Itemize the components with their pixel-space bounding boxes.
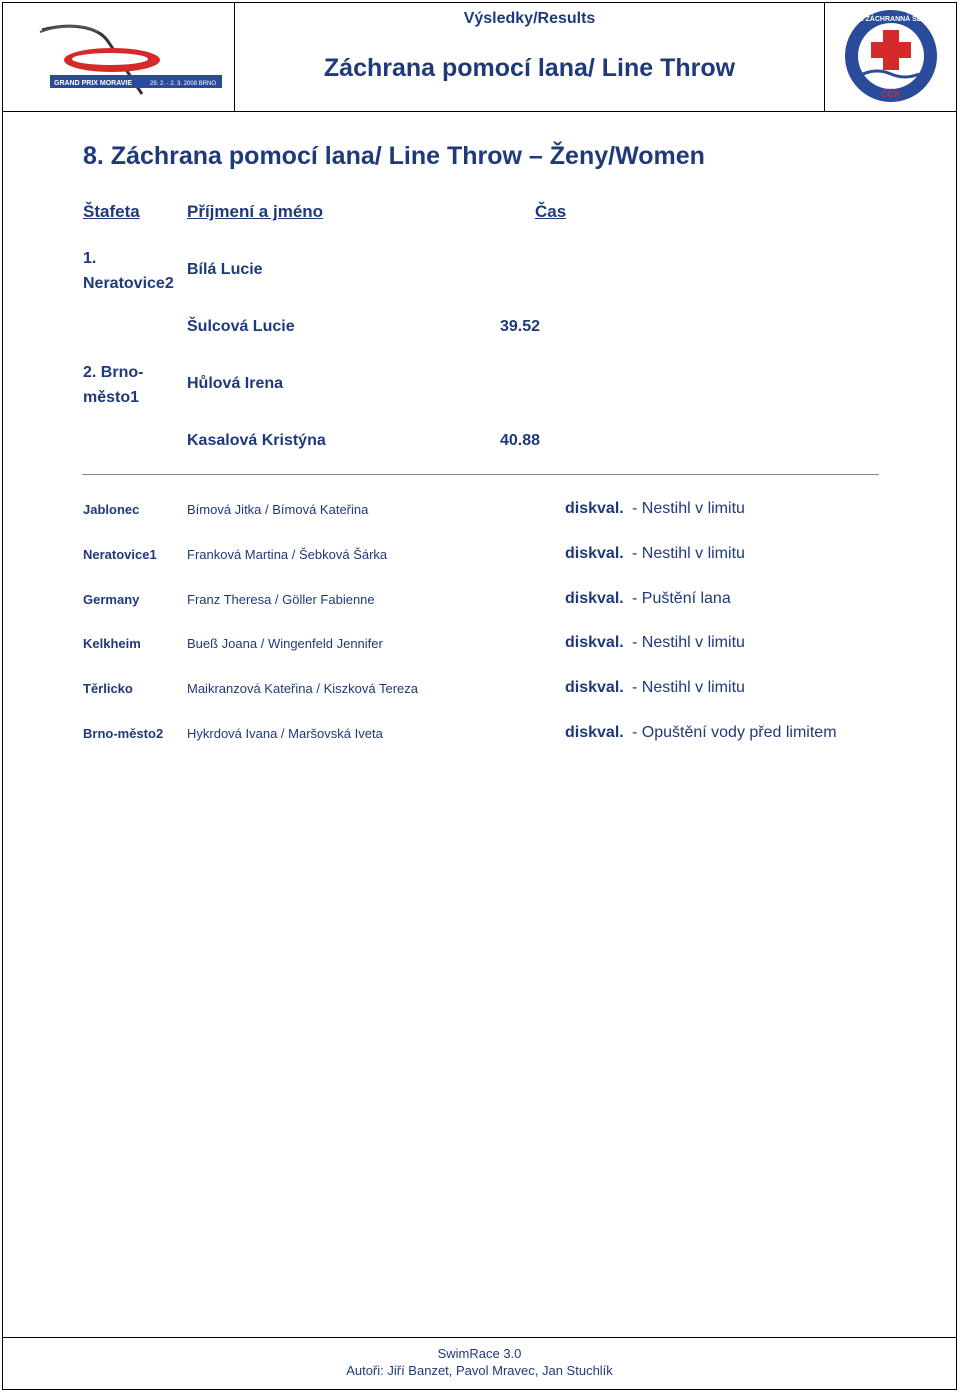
grand-prix-moravie-logo (2, 2, 234, 111)
section-divider (82, 474, 879, 475)
result-team-line2: město1 (83, 389, 140, 406)
results-subtitle: Výsledky/Results (463, 10, 596, 27)
dq-names: Franková Martina / Šebková Šárka (187, 547, 388, 562)
result-member: Hůlová Irena (187, 375, 284, 392)
dq-names: Bueß Joana / Wingenfeld Jennifer (187, 636, 383, 651)
page-title: 8. Záchrana pomocí lana/ Line Throw – Ženy/Women (83, 142, 705, 170)
result-team-line2: Neratovice2 (83, 275, 174, 292)
dq-names: Maikranzová Kateřina / Kiszková Tereza (187, 681, 418, 696)
page-frame (2, 2, 957, 1390)
dq-team: Kelkheim (83, 636, 141, 651)
grand-prix-logo-cell (2, 2, 235, 111)
logo-lettering: GRAND PRIX MORAVIE (54, 80, 133, 87)
column-header-names: Příjmení a jméno (187, 202, 324, 221)
result-member: Kasalová Kristýna (187, 432, 326, 449)
dq-status: diskval. (565, 590, 624, 607)
footer-software: SwimRace 3.0 (437, 1346, 522, 1361)
footer-authors: Autoři: Jiří Banzet, Pavol Mravec, Jan Stuchlík (346, 1363, 613, 1378)
dq-reason: - Nestihl v limitu (632, 679, 745, 696)
footer (2, 1337, 957, 1390)
dq-status: diskval. (565, 679, 624, 696)
dq-reason: - Puštění lana (632, 590, 731, 607)
logo-ring-text: VODNÍ ZÁCHRANNÁ SLUŽBA (841, 16, 941, 23)
result-team (83, 246, 174, 296)
result-member: Bílá Lucie (187, 261, 263, 278)
header-title-cell (235, 2, 825, 111)
dq-team: Germany (83, 592, 140, 607)
dq-status: diskval. (565, 634, 624, 651)
result-team (83, 360, 143, 410)
logo-abbr: ČČK (881, 89, 901, 99)
result-member: Šulcová Lucie (187, 318, 295, 335)
dq-status: diskval. (565, 724, 624, 741)
column-header-team: Štafeta (83, 202, 140, 221)
dq-names: Bímová Jitka / Bímová Kateřina (187, 502, 369, 517)
column-header-time: Čas (535, 202, 567, 221)
dq-status: diskval. (565, 500, 624, 517)
vzs-logo-cell (825, 2, 957, 111)
event-title: Záchrana pomocí lana/ Line Throw (323, 54, 736, 82)
dq-reason: - Nestihl v limitu (632, 545, 745, 562)
result-team-line1: 1. (83, 250, 97, 267)
dq-status: diskval. (565, 545, 624, 562)
result-time: 39.52 (500, 318, 541, 335)
dq-team: Neratovice1 (83, 547, 157, 562)
dq-team: Jablonec (83, 502, 140, 517)
dq-names: Franz Theresa / Göller Fabienne (187, 592, 375, 607)
dq-reason: - Nestihl v limitu (632, 500, 745, 517)
dq-reason: - Opuštění vody před limitem (632, 724, 837, 741)
result-team-line1: 2. Brno- (83, 364, 144, 381)
vzs-cck-logo (825, 2, 957, 111)
header (2, 2, 957, 112)
dq-team: Těrlicko (83, 681, 133, 696)
result-time: 40.88 (500, 432, 541, 449)
dq-team: Brno-město2 (83, 726, 164, 741)
dq-names: Hykrdová Ivana / Maršovská Iveta (187, 726, 383, 741)
dq-reason: - Nestihl v limitu (632, 634, 745, 651)
logo-dates: 29. 2. - 2. 3. 2008 BRNO (150, 81, 217, 87)
